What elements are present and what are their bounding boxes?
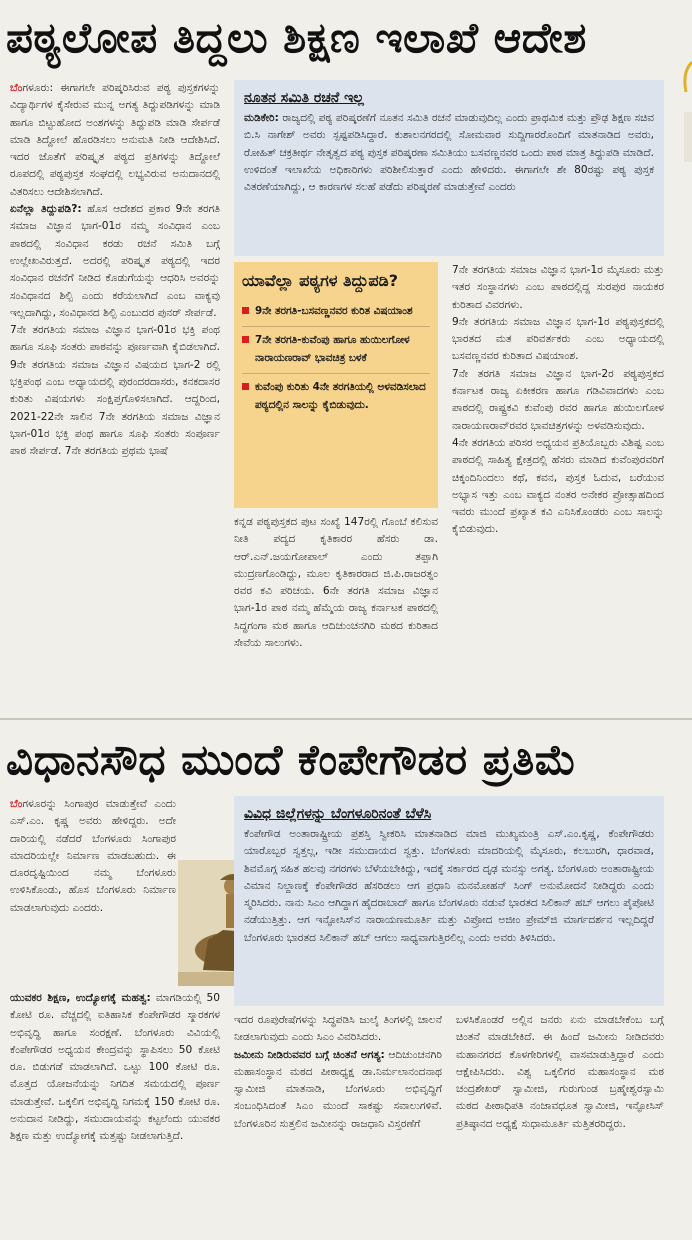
adjacent-article-edge — [682, 52, 692, 172]
article-column-1a — [10, 796, 176, 986]
paragraph-text: ಮಾಗಡಿಯಲ್ಲಿ 50 ಕೋಟಿ ರೂ. ವೆಚ್ಚದಲ್ಲಿ ಐತಿಹಾಸಿಕ ಕೆಂಪೇಗೌಡರ ಸ್ಮಾರಕಗಳ ಅಭಿವೃದ್ಧಿ ಹಾಗೂ ಸಂರಕ್ಷಣೆ. ಬೆಂಗಳೂರು ವಿವಿಯಲ್ಲಿ ಕೆಂಪೇಗೌಡರ ಅಧ್ಯಯನ ಕೇಂದ್ರವನ್ನು ಸ್ಥಾಪಿಸಲು 50 ಕೋಟಿ ರೂ. ಬಿಡುಗಡೆ ಮಾಡಲಾಗಿದೆ. ಒಟ್ಟು 100 ಕೋಟಿ ರೂ. ಮೊತ್ತದ ಯೋಜನೆಯನ್ನು ನಿಗದಿತ ಸಮಯದಲ್ಲಿ ಪೂರ್ಣ ಮಾಡುತ್ತೇವೆ. ಒಕ್ಕಲಿಗ ಅಭಿವೃದ್ಧಿ ನಿಗಮಕ್ಕೆ 150 ಕೋಟಿ ರೂ. ಅನುದಾನ ನೀಡಿದ್ದು, ಸಮುದಾಯವನ್ನು ಕಟ್ಟಲೆಂದು ಯುವಕರ ಶಿಕ್ಷಣ ಮತ್ತು ಉದ್ಯೋಗಕ್ಕೆ ಮತ್ತಷ್ಟು ನೀಡಲಾಗುತ್ತಿದೆ. — [10, 992, 220, 1143]
bullet-icon — [242, 307, 249, 314]
paragraph: 7ನೇ ತರಗತಿ ಸಮಾಜ ವಿಜ್ಞಾನ ಭಾಗ-2ರ ಪಠ್ಯಪುಸ್ತಕದ ಕರ್ನಾಟಕ ರಾಜ್ಯ ಏಕೀಕರಣ ಹಾಗೂ ಗಡಿವಿವಾದಗಳು ಎಂಬ ಪಾಠದಲ್ಲಿ ರಾಷ್ಟ್ರಕವಿ ಕುವೆಂಪು ರವರ ಹಾಗೂ ಹುಯಿಲಗೋಳ ನಾರಾಯಣರಾವ್‌ರವರ ಭಾವಚಿತ್ರಗಳನ್ನು ಅಳವಡಿಸುವುದು. — [452, 367, 664, 432]
box-text: ರಾಜ್ಯದಲ್ಲಿ ಪಠ್ಯ ಪರಿಷ್ಕರಣೆಗೆ ನೂತನ ಸಮಿತಿ ರಚನೆ ಮಾಡುವುದಿಲ್ಲ ಎಂದು ಪ್ರಾಥಮಿಕ ಮತ್ತು ಪ್ರೌಢ ಶಿಕ್ಷಣ ಸಚಿವ ಬಿ.ಸಿ ನಾಗೇಶ್ ಅವರು ಸ್ಪಷ್ಟಪಡಿಸಿದ್ದಾರೆ. ಕುಶಾಲನಗರದಲ್ಲಿ ಸೋಮವಾರ ಸುದ್ದಿಗಾರರೊಂದಿಗೆ ಮಾತನಾಡಿದ ಅವರು, ರೋಹಿತ್ ಚಕ್ರತೀರ್ಥ ನೇತೃತ್ವದ ಪಠ್ಯ ಪುಸ್ತಕ ಪರಿಷ್ಕರಣಾ ಸಮಿತಿಯು ಬಸವಣ್ಣನವರ ಒಂದು ಪಾಠ ಮಾತ್ರ ತಿದ್ದುಪಡಿ ಮಾಡಿದೆ. ಉಳಿದಂತೆ ಇಲಾಖೆಯ ಅಧಿಕಾರಿಗಳು ಪರಿಶೀಲಿಸುತ್ತಾರೆ ಎಂದು ಹೇಳಿದರು. ಈಗಾಗಲೇ ಶೇ 80ರಷ್ಟು ಪಠ್ಯ ಪುಸ್ತಕ ವಿತರಣೆಯಾಗಿದ್ದು, ಆ ಕಾರಣಗಳ ಸಲಹೆ ಪಡೆದು ಪರಿಷ್ಕರಣೆ ಮಾಡುತ್ತೇವೆ ಎಂದರು — [244, 112, 655, 194]
paragraph: 4ನೇ ತರಗತಿಯ ಪರಿಸರ ಅಧ್ಯಯನ ಪ್ರತಿಯೊಬ್ಬರು ವಿಶಿಷ್ಟ ಎಂಬ ಪಾಠದಲ್ಲಿ ಸಾಹಿತ್ಯ ಕ್ಷೇತ್ರದಲ್ಲಿ ಹೆಸರು ಮಾಡಿದ ಕುವೆಂಪುರವರಿಗೆ ಚಿಕ್ಕಂದಿನಿಂದಲು ಕಥೆ, ಕವನ, ಪುಸ್ತಕ ಓದುವ, ಬರೆಯುವ ಅಭ್ಯಾಸ ಇತ್ತು ಎಂಬ ವಾಕ್ಯದ ನಂತರ ಅನೇಕರ ಪ್ರೋತ್ಸಾಹದಿಂದ ಇವರು ಮುಂದೆ ಪ್ರಖ್ಯಾತ ಕವಿ ಎನಿಸಿಕೊಂಡರು ಎಂಬ ಸಾಲನ್ನು ಕೈಬಿಡುವುದು. — [452, 436, 664, 536]
box-body: ಕೆಂಪೇಗೌಡ ಅಂತಾರಾಷ್ಟ್ರೀಯ ಪ್ರಶಸ್ತಿ ಸ್ವೀಕರಿಸಿ ಮಾತನಾಡಿದ ಮಾಜಿ ಮುಖ್ಯಮಂತ್ರಿ ಎಸ್.ಎಂ.ಕೃಷ್ಣ, ಕೆಂಪೇಗೌಡರು ಯಾರೊಬ್ಬರ ಸ್ವತ್ತಲ್ಲ, ಇಡೀ ಸಮುದಾಯದ ಸ್ವತ್ತು. ಬೆಂಗಳೂರು ಮಾದರಿಯಲ್ಲಿ ಮೈಸೂರು, ಕಲಬುರಗಿ, ಧಾರವಾಡ, ಶಿವಮೊಗ್ಗ ಸಹಿತ ಹಲವು ನಗರಗಳು ಬೆಳೆಯಬೇಕಿದ್ದು, ಇದಕ್ಕೆ ಸರ್ಕಾರದ ದೃಢ ಮನಸ್ಸು ಅಗತ್ಯ. ಬೆಂಗಳೂರು ಅಂತಾರಾಷ್ಟ್ರೀಯ ವಿಮಾನ ನಿಲ್ದಾಣಕ್ಕೆ ಕೆಂಪೇಗೌಡರ ಹೆಸರಿಡಲು ಆಗ ಪ್ರಧಾನಿ ಮನಮೋಹನ್ ಸಿಂಗ್ ಅನುಮೋದನೆ ನೀಡಿದ್ದರು ಎಂದು ಸ್ಮರಿಸಿದರು. ನಾನು ಸಿಎಂ ಆಗಿದ್ದಾಗ ಹೈದರಾಬಾದ್ ಹಾಗೂ ಬೆಂಗಳೂರು ನಡುವೆ ಭಾರತದ ಸಿಲಿಕಾನ್ ಹಬ್ ಆಗಲು ಪೈಪೋಟಿ ನಡೆಯುತ್ತಿತ್ತು. ಆಗ ಇನ್ಫೋಸಿಸ್‌ನ ನಾರಾಯಣಮೂರ್ತಿ ಮತ್ತು ವಿಪ್ರೋದ ಅಜೀಂ ಪ್ರೇಮ್‌ಜಿ ಮಾರ್ಗದರ್ಶನ ಇಲ್ಲದಿದ್ದರೆ ಬೆಂಗಳೂರು ಭಾರತದ ಸಿಲಿಕಾನ್ ಹಬ್ ಆಗಲು ಸಾಧ್ಯವಾಗುತ್ತಿರಲಿಲ್ಲ ಎಂದು ಅವರು ತಿಳಿಸಿದರು. — [244, 828, 654, 944]
box-title: ವಿವಿಧ ಜಿಲ್ಲೆಗಳನ್ನು ಬೆಂಗಳೂರಿನಂತೆ ಬೆಳೆಸಿ — [244, 806, 432, 822]
bullet-icon — [242, 383, 249, 390]
paragraph: ಕನ್ನಡ ಪಠ್ಯಪುಸ್ತಕದ ಪುಟ ಸಂಖ್ಯೆ 147ರಲ್ಲಿ ಗೊಂಬೆ ಕಲಿಸುವ ನೀತಿ ಪದ್ಯದ ಕೃತಿಕಾರರ ಹೆಸರು ಡಾ. ಆರ್.ಎನ್.ಜಯಗೋಪಾಲ್ ಎಂದು ತಪ್ಪಾಗಿ ಮುದ್ರಣಗೊಂಡಿದ್ದು, ಮೂಲ ಕೃತಿಕಾರರಾದ ಜಿ.ಪಿ.ರಾಜರತ್ನಂ ರವರ ಕವಿ ಪರಿಚಯ. 6ನೇ ತರಗತಿ ಸಮಾಜ ವಿಜ್ಞಾನ ಭಾಗ-1ರ ಪಾಠ ನಮ್ಮ ಹೆಮ್ಮೆಯ ರಾಜ್ಯ ಕರ್ನಾಟಕ ಪಾಠದಲ್ಲಿ ಸಿದ್ಧಗಂಗಾ ಮಠ ಹಾಗೂ ಆದಿಚುಂಚನಗಿರಿ ಮಠದ ಕುರಿತಾದ ಸೇವೆಯ ಸಾಲುಗಳು. — [234, 516, 438, 650]
box-body — [244, 110, 654, 196]
headline: ವಿಧಾನಸೌಧ ಮುಂದೆ ಕೆಂಪೇಗೌಡರ ಪ್ರತಿಮೆ — [6, 735, 577, 784]
dateline: ಮಡಿಕೇರಿ: — [244, 112, 279, 124]
subheading: ಜಮೀನು ನೀಡಿರುವವರ ಬಗ್ಗೆ ಚಿಂತನೆ ಅಗತ್ಯ: — [234, 1048, 385, 1061]
paragraph — [10, 201, 220, 322]
list-item-text: 9ನೇ ತರಗತಿ-ಬಸವಣ್ಣನವರ ಕುರಿತ ವಿಷಯಾಂಶ — [255, 305, 413, 317]
subheading: ಏನೆಲ್ಲಾ ತಿದ್ದುಪಡಿ?: — [10, 203, 82, 216]
list-item — [242, 327, 430, 374]
article-kempegowda-statue — [0, 718, 692, 1240]
paragraph — [10, 322, 220, 460]
paragraph-text: ಗಳೂರನ್ನು ಸಿಂಗಾಪುರ ಮಾಡುತ್ತೇವೆ ಎಂದು ಎಸ್.ಎಂ. ಕೃಷ್ಣ ಅವರು ಹೇಳಿದ್ದರು. ಅದೇ ದಾರಿಯಲ್ಲಿ ನಡೆದರೆ ಬೆಂಗಳೂರು ಸಿಂಗಾಪುರ ಮಾದರಿಯಲ್ಲೇ ನಿರ್ಮಾಣ ಮಾಡಬಹುದು. ಈ ದೂರದೃಷ್ಟಿಯಿಂದ ನಮ್ಮ ಬೆಂಗಳೂರು ಉಳಿಸಿಕೊಂಡು, ಹೊಸ ಬೆಂಗಳೂರು ನಿರ್ಮಾಣ ಮಾಡಲಾಗುವುದು ಎಂದರು. — [10, 798, 176, 914]
article-column-4 — [452, 262, 664, 710]
paragraph — [234, 1047, 442, 1133]
paragraph — [10, 796, 176, 917]
sidebar-box-which-lessons — [234, 262, 438, 508]
paragraph — [10, 80, 220, 201]
subheading: ಯುವಕರ ಶಿಕ್ಷಣ, ಉದ್ಯೋಗಕ್ಕೆ ಮಹತ್ವ: — [10, 992, 151, 1004]
paragraph: ಇದರ ರೂಪುರೇಷೆಗಳನ್ನು ಸಿದ್ಧಪಡಿಸಿ ಜುಲೈ ತಿಂಗಳಲ್ಲಿ ಚಾಲನೆ ನೀಡಲಾಗುವುದು ಎಂದು ಸಿಎಂ ವಿವರಿಸಿದರು. — [234, 1014, 442, 1044]
list-item — [242, 298, 430, 327]
paragraph — [10, 990, 220, 1146]
article-column-2 — [234, 1012, 442, 1234]
article-column-3 — [234, 514, 438, 710]
sidebar-box-new-committee — [234, 80, 664, 256]
bullet-icon — [242, 336, 249, 343]
list-item-text: ಕುವೆಂಪು ಕುರಿತು 4ನೇ ತರಗತಿಯಲ್ಲಿ ಅಳವಡಿಸಲಾದ ಪಠ್ಯದಲ್ಲಿನ ಸಾಲನ್ನು ಕೈಬಿಡುವುದು. — [255, 381, 426, 411]
list-item-text: 7ನೇ ತರಗತಿ-ಕುವೆಂಪು ಹಾಗೂ ಹುಯಿಲಗೋಳ ನಾರಾಯಣರಾವ್ ಭಾವಚಿತ್ರ ಬಳಕೆ — [255, 334, 410, 364]
paragraph-text: ಗಳೂರು: ಈಗಾಗಲೇ ಪರಿಷ್ಕರಿಸಿರುವ ಪಠ್ಯ ಪುಸ್ತಕಗಳನ್ನು ವಿದ್ಯಾರ್ಥಿಗಳ ಕೈಸೇರುವ ಮುನ್ನ ಅಗತ್ಯ ತಿದ್ದುಪಡಿಗಳನ್ನು ಮಾಡಿ ಹಾಗೂ ಬಿಟ್ಟುಹೋದ ಅಂಶಗಳನ್ನು ತಿದ್ದುಪಡಿ ಮಾಡಿ ಸೇರ್ಪಡೆ ಮಾಡಿ ತಿದ್ದೋಲೆ ಹೊರಡಿಸಲು ಅನುಮತಿ ನೀಡಿ ಆದೇಶಿಸಿದೆ. ಇದರ ಜೊತೆಗೆ ಪರಿಷ್ಕೃತ ಪಠ್ಯದ ಪ್ರತಿಗಳನ್ನು ತಿದ್ದೋಲೆ ರೂಪದಲ್ಲಿ ಪಠ್ಯಪುಸ್ತಕ ಸಂಘದಲ್ಲಿ ಲಭ್ಯವಿರುವ ಅನುದಾನದಲ್ಲಿ ವಿತರಿಸಲು ಆದೇಶಿಸಲಾಗಿದೆ. — [10, 82, 220, 198]
headline: ಪಠ್ಯಲೋಪ ತಿದ್ದಲು ಶಿಕ್ಷಣ ಇಲಾಖೆ ಆದೇಶ — [6, 13, 587, 62]
sidebar-box-develop-districts — [234, 796, 664, 1006]
paragraph: ಬಳಸಿಕೊಂಡರೆ ಅಲ್ಲಿನ ಜನರು ಏನು ಮಾಡಬೇಕೆಂಬ ಬಗ್ಗೆ ಚಿಂತನೆ ಮಾಡಬೇಕಿದೆ. ಈ ಹಿಂದೆ ಜಮೀನು ನೀಡಿದವರು ಮಹಾನಗರದ ಕೊಳಗೇರಿಗಳಲ್ಲಿ ವಾಸಮಾಡುತ್ತಿದ್ದಾರೆ ಎಂದು ಆಕ್ಷೇಪಿಸಿದರು. ವಿಶ್ವ ಒಕ್ಕಲಿಗರ ಮಹಾಸಂಸ್ಥಾನ ಮಠ ಚಂದ್ರಶೇಖರ್ ಸ್ವಾಮೀಜಿ, ಗುರುಗುಂಡ ಬ್ರಹ್ಮೇಶ್ವರಸ್ವಾಮಿ ಮಠದ ಪೀಠಾಧಿಪತಿ ನಂಜಾವಧೂತ ಸ್ವಾಮೀಜಿ, ಇನ್ಫೋಸಿಸ್ ಪ್ರತಿಷ್ಠಾನದ ಅಧ್ಯಕ್ಷೆ ಸುಧಾಮೂರ್ತಿ ಮತ್ತಿತರರಿದ್ದರು. — [456, 1014, 664, 1130]
box-title: ಯಾವೆಲ್ಲಾ ಪಠ್ಯಗಳ ತಿದ್ದುಪಡಿ? — [242, 271, 399, 290]
paragraph: 9ನೇ ತರಗತಿಯ ಸಮಾಜ ವಿಜ್ಞಾನ ಭಾಗ-1ರ ಪಠ್ಯಪುಸ್ತಕದಲ್ಲಿ ಭಾರತದ ಮತ ಪರಿವರ್ತಕರು ಎಂಬ ಅಧ್ಯಾಯದಲ್ಲಿ ಬಸವಣ್ಣನವರ ಕುರಿತಾದ ವಿಷಯಾಂಶ. — [452, 315, 664, 363]
article-column-1 — [10, 80, 220, 710]
paragraph-text: ಆದಿಚುಂಚನಗಿರಿ ಮಹಾಸಂಸ್ಥಾನ ಮಠದ ಪೀಠಾಧ್ಯಕ್ಷ ಡಾ.ನಿರ್ಮಲಾನಂದನಾಥ ಸ್ವಾಮೀಜಿ ಮಾತನಾಡಿ, ಬೆಂಗಳೂರು ಅಭಿವೃದ್ಧಿಗೆ ಸಂಬಂಧಿಸಿದಂತೆ ಸಿಎಂ ಮುಂದೆ ಸಾಕಷ್ಟು ಸವಾಲುಗಳಿವೆ. ಬೆಂಗಳೂರಿನ ಸುತ್ತಲಿನ ಜಮೀನನ್ನು ರಾಜಧಾನಿ ವಿಸ್ತರಣೆಗೆ — [234, 1048, 442, 1130]
paragraph-text: 7ನೇ ತರಗತಿಯ ಸಮಾಜ ವಿಜ್ಞಾನ ಭಾಗ-01ರ ಭಕ್ತಿ ಪಂಥ ಹಾಗೂ ಸೂಫಿ ಸಂತರು ಪಾಠವನ್ನು ಪೂರ್ಣವಾಗಿ ಕೈಬಿಡಲಾಗಿದೆ. 9ನೇ ತರಗತಿಯ ಸಮಾಜ ವಿಜ್ಞಾನ ವಿಷಯದ ಭಾಗ-2 ರಲ್ಲಿ ಭಕ್ತಿಪಂಥ ಎಂಬ ಅಧ್ಯಾಯದಲ್ಲಿ ಪುರಂದರದಾಸರು, ಕನಕದಾಸರ ಕುರಿತು ವಿಷಯಗಳು ಸಂಕ್ಷಿಪ್ತಗೊಳಿಸಲಾಗಿದೆ. ಆದ್ದರಿಂದ, 2021-22ನೇ ಸಾಲಿನ 7ನೇ ತರಗತಿಯ ಸಮಾಜ ವಿಜ್ಞಾನ ಭಾಗ-01ರ ಭಕ್ತಿ ಪಂಥ ಹಾಗೂ ಸೂಫಿ ಸಂತರು ಸಂಪೂರ್ಣ ಪಾಠ ಸೇರ್ಪಡೆ. 7ನೇ ತರಗತಿಯ ಪ್ರಥಮ ಭಾಷೆ — [10, 324, 220, 458]
box-title: ನೂತನ ಸಮಿತಿ ರಚನೆ ಇಲ್ಲ — [244, 90, 364, 106]
dateline: ಬೆಂ — [10, 798, 23, 810]
article-column-3 — [456, 1012, 664, 1234]
paragraph-text: ಹೊಸ ಆದೇಶದ ಪ್ರಕಾರ 9ನೇ ತರಗತಿ ಸಮಾಜ ವಿಜ್ಞಾನ ಭಾಗ-01ರ ನಮ್ಮ ಸಂವಿಧಾನ ಎಂಬ ಪಾಠದಲ್ಲಿ ಸಂವಿಧಾನ ಕರಡು ರಚನೆ ಸಮಿತಿ ಬಗ್ಗೆ ಉಲ್ಲೇಖವಿರುತ್ತದೆ. ಅದರಲ್ಲಿ ಪರಿಷ್ಕೃತ ಪಠ್ಯದಲ್ಲಿ ಇದರ ಸಂವಿಧಾನ ರಚನೆಗೆ ನೀಡಿದ ಕೊಡುಗೆಯನ್ನು ಆಧರಿಸಿ ಅವರನ್ನು ಸಂವಿಧಾನದ ಶಿಲ್ಪಿ ಎಂದು ಕರೆಯಲಾಗಿದೆ ಎಂಬ ವಾಕ್ಯವು ಇಲ್ಲದಾಗಿದ್ದು, ಸಂವಿಧಾನದ ಶಿಲ್ಪಿ ಎಂಬುದರ ಪುನರ್ ಸೇರ್ಪಡೆ. — [10, 203, 220, 319]
list-item — [242, 374, 430, 420]
dateline: ಬೆಂ — [10, 82, 23, 94]
article-column-1b — [10, 990, 220, 1234]
paragraph: 7ನೇ ತರಗತಿಯ ಸಮಾಜ ವಿಜ್ಞಾನ ಭಾಗ-1ರ ಮೈಸೂರು ಮತ್ತು ಇತರ ಸಂಸ್ಥಾನಗಳು ಎಂಬ ಪಾಠದಲ್ಲಿದ್ದ ಸುರಪುರ ನಾಯಕರ ಕುರಿತಾದ ವಿವರಗಳು. — [452, 264, 664, 311]
